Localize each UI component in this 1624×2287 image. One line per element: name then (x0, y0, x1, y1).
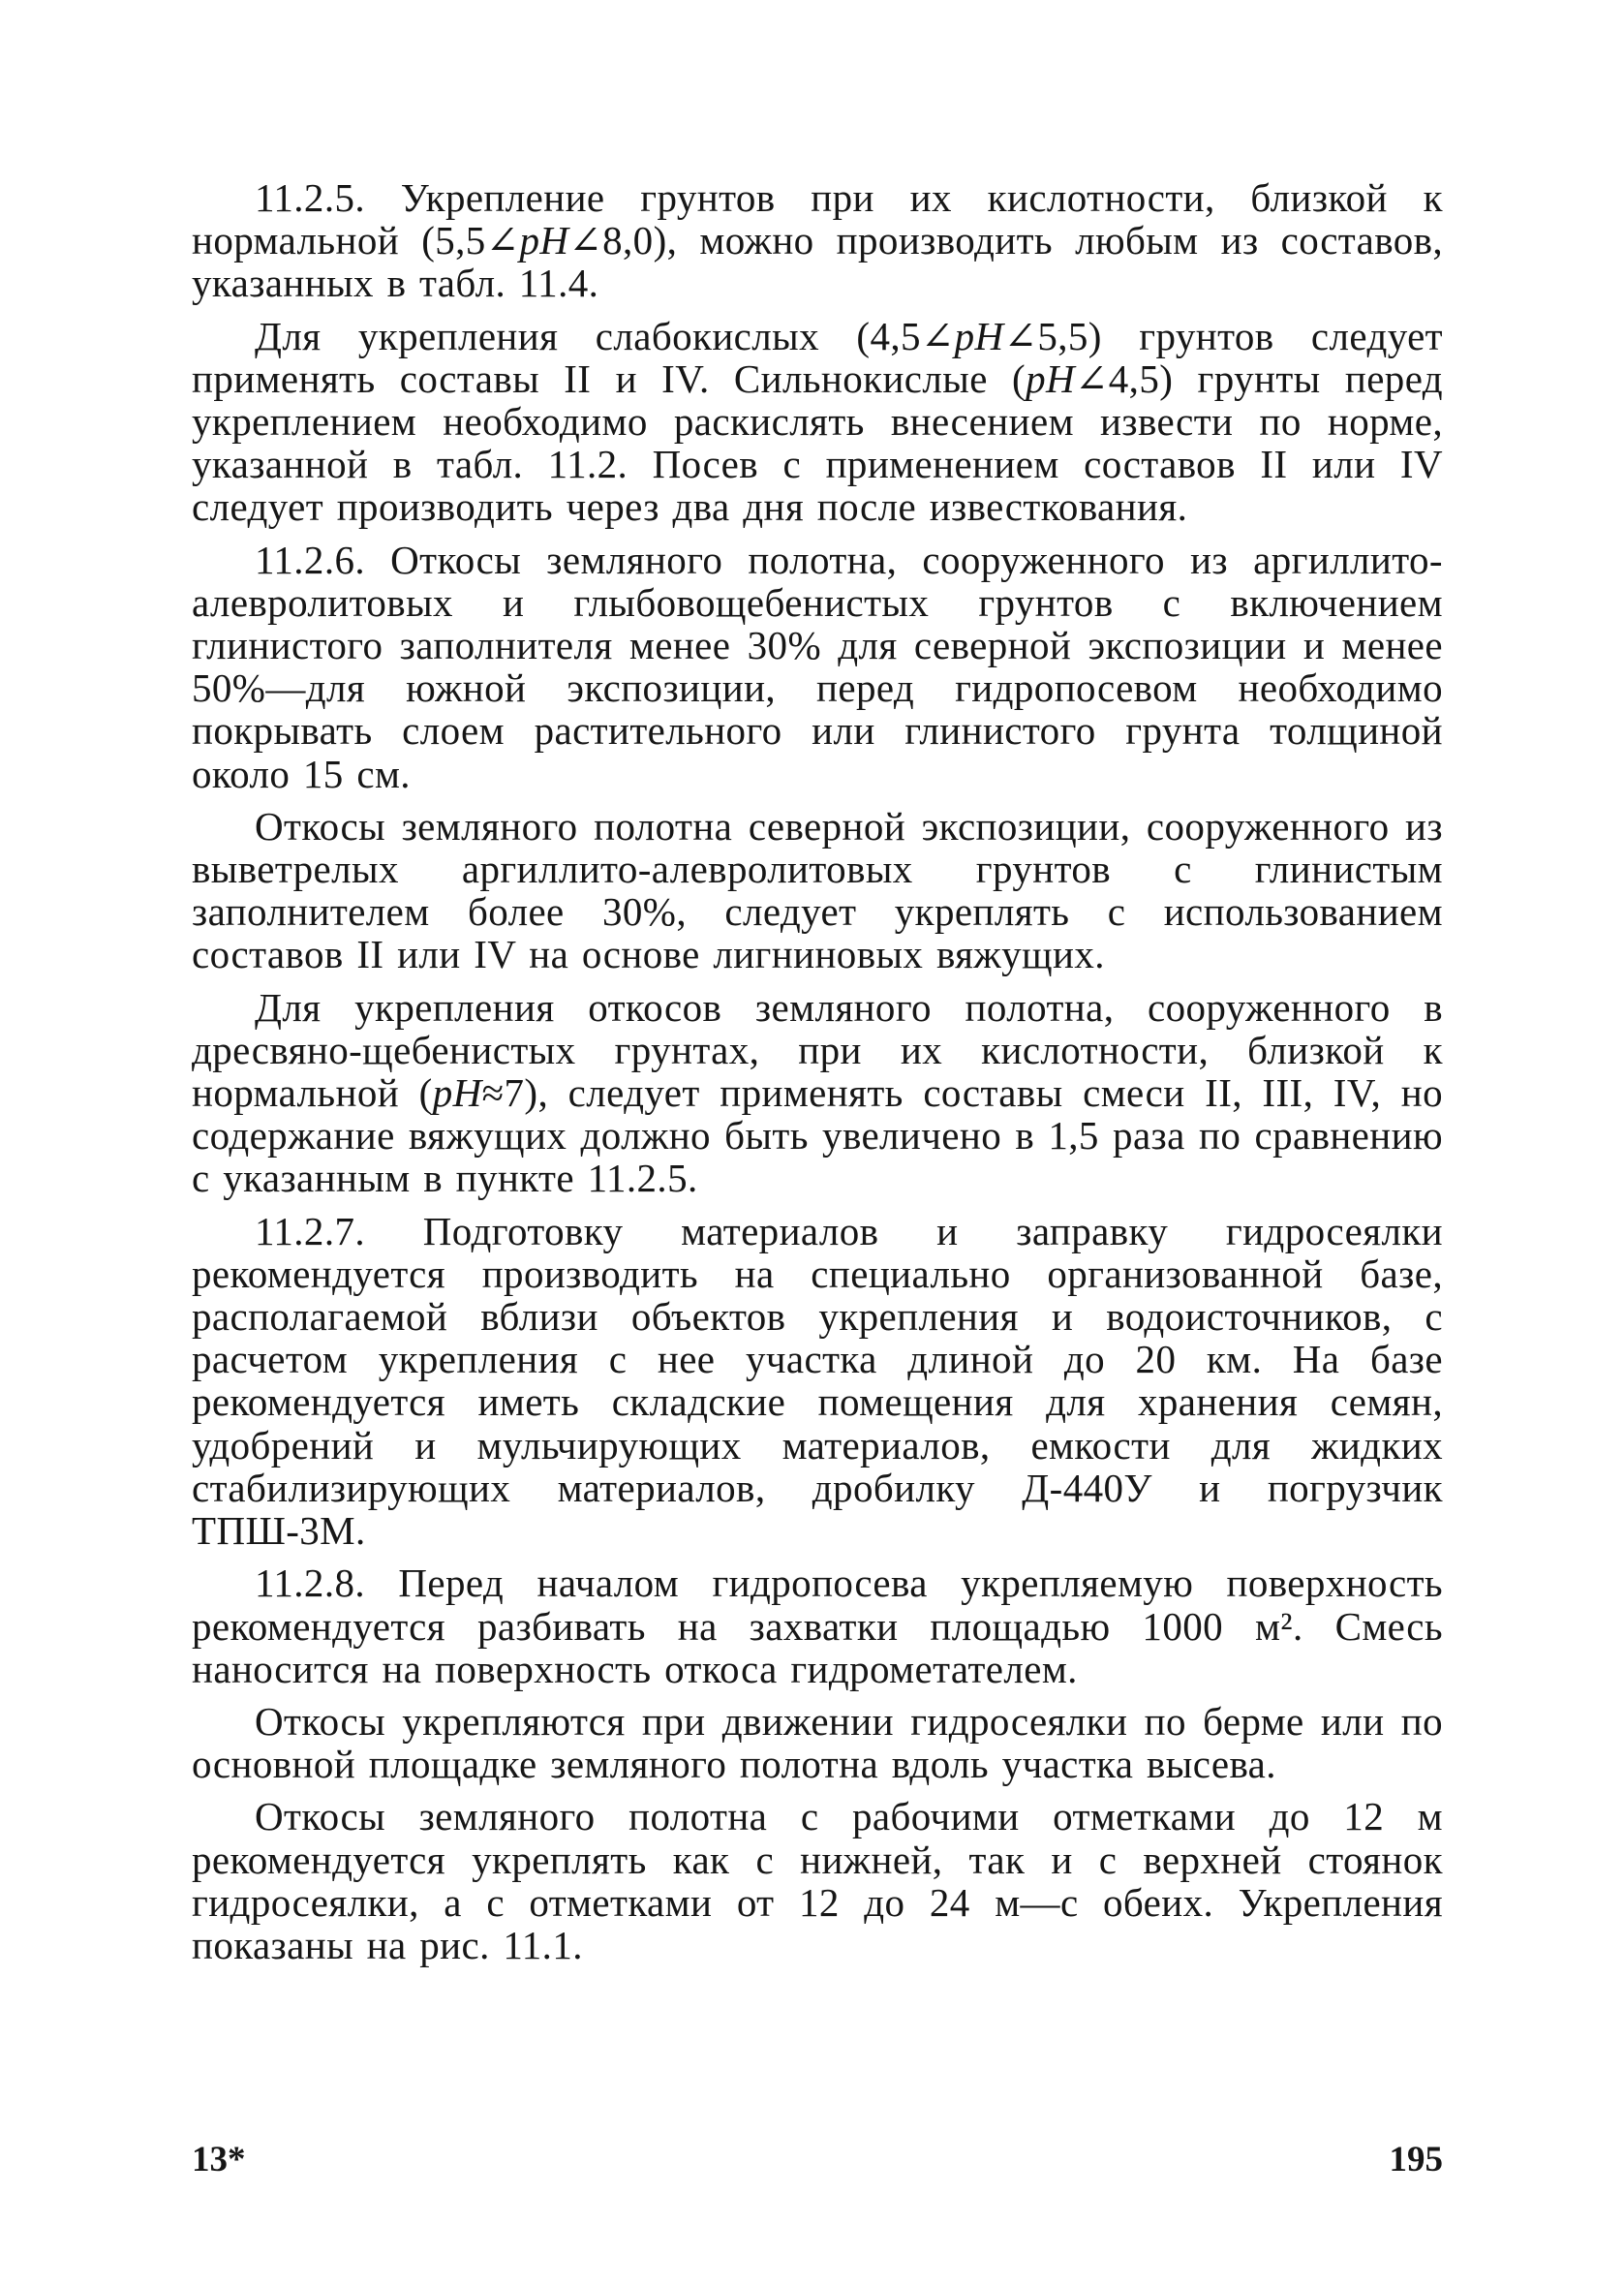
text-body (192, 176, 1443, 1976)
paragraph-gravel-soils: Для укрепления откосов земляного полотна, сооруженного в дресвяно-щебенистых грунтах, при их кислотности, близкой к нормальной (pH≈7), следует применять составы смеси II, III, IV, но содержание вяжущих должно быть увеличено в 1,5 раза по сравнению с указанным в пункте 11.2.5. (192, 984, 1443, 1201)
paragraph-11-2-8: 11.2.8. Перед началом гидропосева укрепляемую поверхность рекомендуется разбивать на захватки площадью 1000 м². Смесь наносится на поверхность откоса гидрометателем. (192, 1561, 1443, 1691)
paragraph-weak-acid-soils: Для укрепления слабокислых (4,5∠pH∠5,5) грунтов следует применять составы II и IV. Сильнокислые (pH∠4,5) грунты перед укреплением необходимо раскислять внесением извести по норме, указанной в табл. 11.2. Посев с применением составов II или IV следует производить через два дня после известкования. (192, 313, 1444, 530)
paragraph-north-exposure: Откосы земляного полотна северной экспозиции, сооруженного из выветрелых аргиллито-алевролитовых грунтов с глинистым заполнителем более 30%, следует укреплять с использованием составов II или IV на основе лигниновых вяжущих. (192, 803, 1443, 977)
paragraph-working-marks: Откосы земляного полотна с рабочими отметками до 12 м рекомендуется укреплять как с нижней, так и с верхней стоянок гидросеялки, а с отметками от 12 до 24 м—с обеих. Укрепления показаны на рис. 11.1. (192, 1794, 1443, 1967)
paragraph-11-2-6: 11.2.6. Откосы земляного полотна, сооруженного из аргиллито-алевролитовых и глыбовощебенистых грунтов с включением глинистого заполнителя менее 30% для северной экспозиции и менее 50%—для южной экспозиции, перед гидропосевом необходимо покрывать слоем растительного или глинистого грунта толщиной около 15 см. (192, 537, 1443, 796)
paragraph-11-2-7: 11.2.7. Подготовку материалов и заправку гидросеялки рекомендуется производить на специально организованной базе, располагаемой вблизи объектов укрепления и водоисточников, с расчетом укрепления с нее участка длиной до 20 км. На базе рекомендуется иметь складские помещения для хранения семян, удобрений и мульчирующих материалов, емкости для жидких стабилизирующих материалов, дробилку Д-440У и погрузчик ТПШ-3М. (192, 1208, 1443, 1554)
signature-mark: 13* (192, 2140, 246, 2179)
page-number: 195 (1389, 2140, 1443, 2179)
paragraph-11-2-5: 11.2.5. Укрепление грунтов при их кислотности, близкой к нормальной (5,5∠pH∠8,0), можно производить любым из составов, указанных в табл. 11.4. (192, 175, 1443, 306)
paragraph-berm-movement: Откосы укрепляются при движении гидросеялки по берме или по основной площадке земляного полотна вдоль участка высева. (192, 1698, 1443, 1787)
